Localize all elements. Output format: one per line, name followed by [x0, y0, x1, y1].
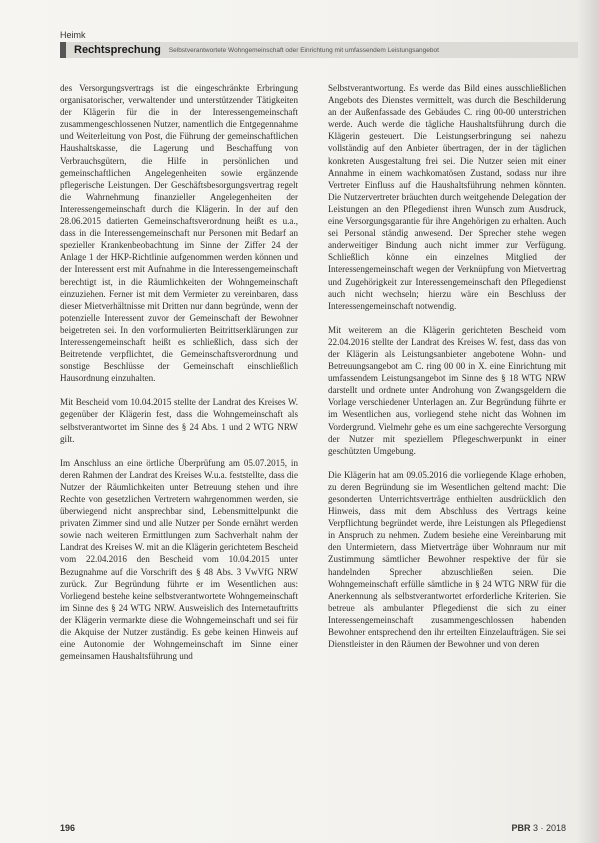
section-subtitle: Selbstverantwortete Wohngemeinschaft oder Einrichtung mit umfassendem Leistungsangebot [168, 46, 439, 54]
right-column [328, 82, 566, 812]
journal-abbrev: PBR [511, 823, 531, 833]
paragraph: Mit weiterem an die Klägerin gerichteten Bescheid vom 22.04.2016 stellte der Landrat des Kreises W. fest, dass das von der Klägerin als Leistungsanbieter angebotene Wohn- und Betreuungsangebot am C. ring 00 00 in X. eine Einrichtung mit umfassendem Leistungsangebot im Sinne des § 18 WTG NRW darstellt und ordnete unter Androhung von Zwangsgeldern die Vorlage verschiedener Unterlagen an. Zur Begründung führte er im Wesentlichen aus, vorliegend stehe nicht das Wohnen im Vordergrund. Vielmehr gehe es um eine sachgerechte Versorgung der Nutzer mit speziellem Pflegeschwerpunkt in einer geschützten Umgebung. [328, 324, 566, 456]
page-edge-shadow [577, 0, 599, 843]
left-column [60, 82, 298, 812]
journal-issue [511, 823, 566, 833]
paragraph: Im Anschluss an eine örtliche Überprüfung am 05.07.2015, in deren Rahmen der Landrat des Kreises W.u.a. feststellte, dass die Nutzer der Räumlichkeiten unter Betreuung stehen und ihre Rechte von gesetzlichen Vertretern wahrgenommen werden, sie überwiegend nicht ansprechbar sind, Lebensmittelpunkt die privaten Zimmer sind und alle Nutzer per Sonde ernährt werden sowie nach weiteren Ermittlungen zum Sachverhalt nahm der Landrat des Kreises W. mit an die Klägerin gerichtetem Bescheid vom 22.04.2016 den Bescheid vom 10.04.2015 unter Bezugnahme auf die Vorschrift des § 48 Abs. 3 VwVfG NRW zurück. Zur Begründung führte er im Wesentlichen aus: Vorliegend bestehe keine selbstverantwortete Wohngemeinschaft im Sinne des § 24 WTG NRW. Ausweislich des Internetauftritts der Klägerin vermarkte diese die Wohngemeinschaft und sei für die Akquise der Nutzer zuständig. Es gebe keinen Hinweis auf eine Autonomie der Wohngemeinschaft im Sinne einer gemeinsamen Haushaltsführung und [60, 457, 298, 662]
paragraph: Mit Bescheid vom 10.04.2015 stellte der Landrat des Kreises W. gegenüber der Klägerin fest, dass die Wohngemeinschaft als selbstverantwortet im Sinne des § 24 Abs. 1 und 2 WTG NRW gilt. [60, 397, 298, 444]
section-header-bar [60, 42, 578, 58]
section-title: Rechtsprechung [74, 44, 161, 56]
page-footer [60, 823, 566, 837]
issue-number: 3 · 2018 [532, 823, 566, 833]
text-columns [60, 82, 566, 812]
section-marker [60, 42, 66, 58]
paragraph: Selbstverantwortung. Es werde das Bild eines ausschließlichen Angebots des Dienstes vermittelt, was durch die Beschilderung an der Außenfassade des Gebäudes C. ring 00-00 unterstrichen werde. Auch werde die tägliche Haushaltsführung durch die Klägerin gesteuert. Die Leistungserbringung sei nahezu vollständig auf den Anbieter übertragen, der in der täglichen konkreten Ausgestaltung frei sei. Die Nutzer seien mit einer Annahme in einem wachkomatösen Zustand, sodass nur ihre Vertreter Einfluss auf die Haushaltsführung nehmen könnten. Die Nutzervertreter bräuchten durch weitgehende Delegation der Leistungen an den Pflegedienst ihren Wunsch zum Ausdruck, eine Versorgungsgarantie für ihre Angehörigen zu erhalten. Auch sei Personal ständig anwesend. Der Sprecher stehe wegen anderweitiger Bindung auch nicht immer zur Verfügung. Schließlich könne ein einzelnes Mitglied der Interessengemeinschaft wegen der Verknüpfung von Mietvertrag und Zugehörigkeit zur Interessengemeinschaft den Pflegedienst auch nicht wechseln; hierzu wäre ein Beschluss der Interessengemeinschaft notwendig. [328, 83, 566, 311]
paragraph: des Versorgungsvertrags ist die eingeschränkte Erbringung organisatorischer, verwaltender und unterstützender Tätigkeiten der Klägerin für die in der Interessengemeinschaft zusammengeschlossenen Nutzer, namentlich die Entgegennahme und Weiterleitung von Post, die Führung der gemeinschaftlichen Haushaltskasse, die Lagerung und Beschaffung von Verbrauchsgütern, die Hilfe in persönlichen und gemeinschaftlichen Angelegenheiten sowie ergänzende pflegerische Leistungen. Der Geschäftsbesorgungsvertrag regelt die Wahrnehmung finanzieller Angelegenheiten der Interessengemeinschaft durch die Klägerin. In der auf den 28.06.2015 datierten Gemeinschaftsverordnung heißt es u.a., dass in die Interessengemeinschaft nur Personen mit Bedarf an spezieller Krankenbeobachtung im Sinne der Ziffer 24 der Anlage 1 der HKP-Richtlinie aufgenommen werden können und der Interessent erst mit Aufnahme in die Interessengemeinschaft berechtigt ist, in die Räumlichkeiten der Wohngemeinschaft einzuziehen. Ferner ist mit dem Vermieter zu vereinbaren, dass dieser Mietverhältnisse mit Dritten nur dann begründe, wenn der potenzielle Interessent zuvor der Gemeinschaft der Bewohner beigetreten sei. In den vorformulierten Beitrittserklärungen zur Interessengemeinschaft heißt es schließlich, dass sich der Beitretende verpflichtet, die Gemeinschaftsverordnung und sonstige Beschlüsse der Gemeinschaft einschließlich Hausordnung einzuhalten. [60, 83, 298, 384]
running-head: Heimk [60, 30, 86, 40]
page-number: 196 [60, 823, 76, 833]
paragraph: Die Klägerin hat am 09.05.2016 die vorliegende Klage erhoben, zu deren Begründung sie im Wesentlichen geltend macht: Die gesonderten Unterrichtsverträge enthielten ausdrücklich den Hinweis, dass mit dem Abschluss des Vertrags keine Verpflichtung begründet werde, ihre Leistungen als Pflegedienst in Anspruch zu nehmen. Zudem besiehe eine Vereinbarung mit den Untermietern, dass Mietverträge über Wohnraum nur mit Zustimmung sämtlicher Bewohner respektive der für sie handelnden Sprecher abzuschließen seien. Die Wohngemeinschaft erfülle sämtliche in § 24 WTG NRW für die Anerkennung als selbstverantwortet erforderliche Kriterien. Sie betreue als ambulanter Pflegedienst die sich zu einer Interessengemeinschaft zusammengeschlossen habenden Bewohner entsprechend den ihr erteilten Einzelaufträgen. Sie sei Dienstleister in den Räumen der Bewohner und von deren [328, 469, 566, 650]
